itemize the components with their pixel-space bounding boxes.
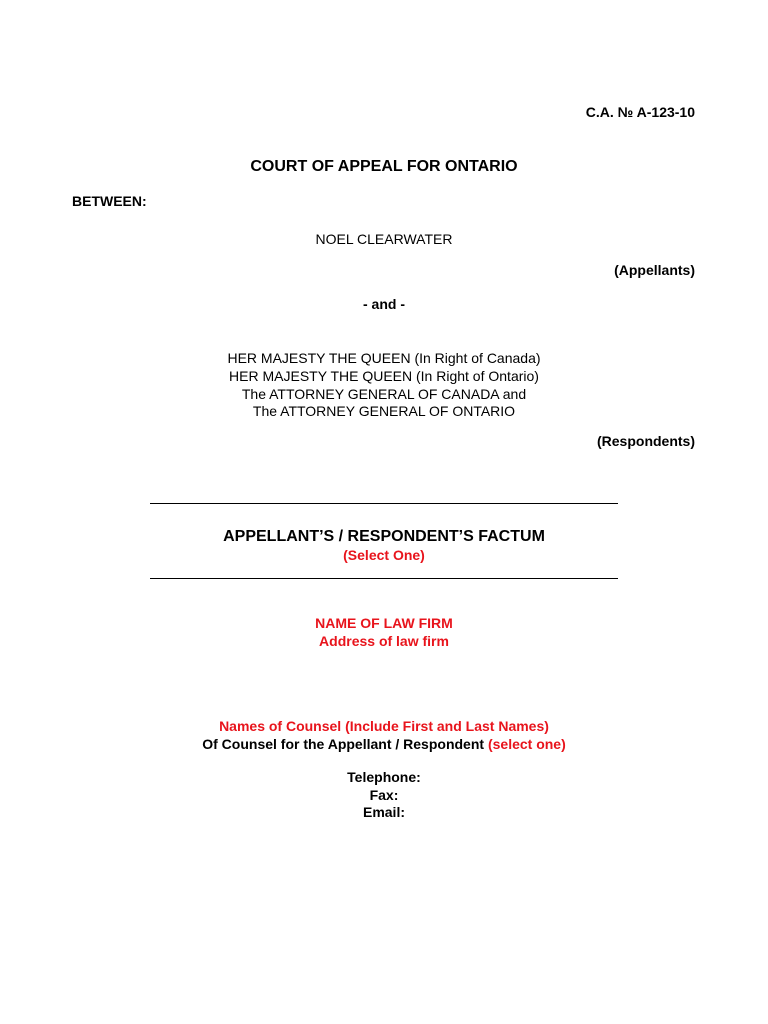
respondent-role: (Respondents) [597,433,695,449]
email-label: Email: [362,804,405,820]
law-firm-address: Address of law firm [319,633,449,649]
court-title: COURT OF APPEAL FOR ONTARIO [250,158,518,175]
between-label: BETWEEN: [72,193,147,209]
law-firm-name: NAME OF LAW FIRM [315,615,453,631]
party-separator: - and - [363,296,405,312]
counsel-role-text: Of Counsel for the Appellant / Respondent [202,736,488,752]
telephone-label: Telephone: [347,769,421,785]
respondent-line-3: The ATTORNEY GENERAL OF CANADA and [241,386,527,402]
appellant-name: NOEL CLEARWATER [315,231,453,247]
bottom-rule [150,578,618,579]
case-number: C.A. № A-123-10 [585,104,695,120]
respondent-line-1: HER MAJESTY THE QUEEN (In Right of Canada) [227,350,541,366]
counsel-role [0,736,768,753]
fax-label: Fax: [369,787,399,803]
top-rule [150,503,618,504]
counsel-names: Names of Counsel (Include First and Last Names) [219,718,549,734]
counsel-role-select: (select one) [487,736,566,752]
factum-title: APPELLANT’S / RESPONDENT’S FACTUM [223,528,545,545]
appellant-role: (Appellants) [614,262,695,278]
respondent-line-2: HER MAJESTY THE QUEEN (In Right of Ontario) [229,368,539,384]
factum-select-note: (Select One) [343,547,425,563]
respondent-line-4: The ATTORNEY GENERAL OF ONTARIO [252,403,516,419]
